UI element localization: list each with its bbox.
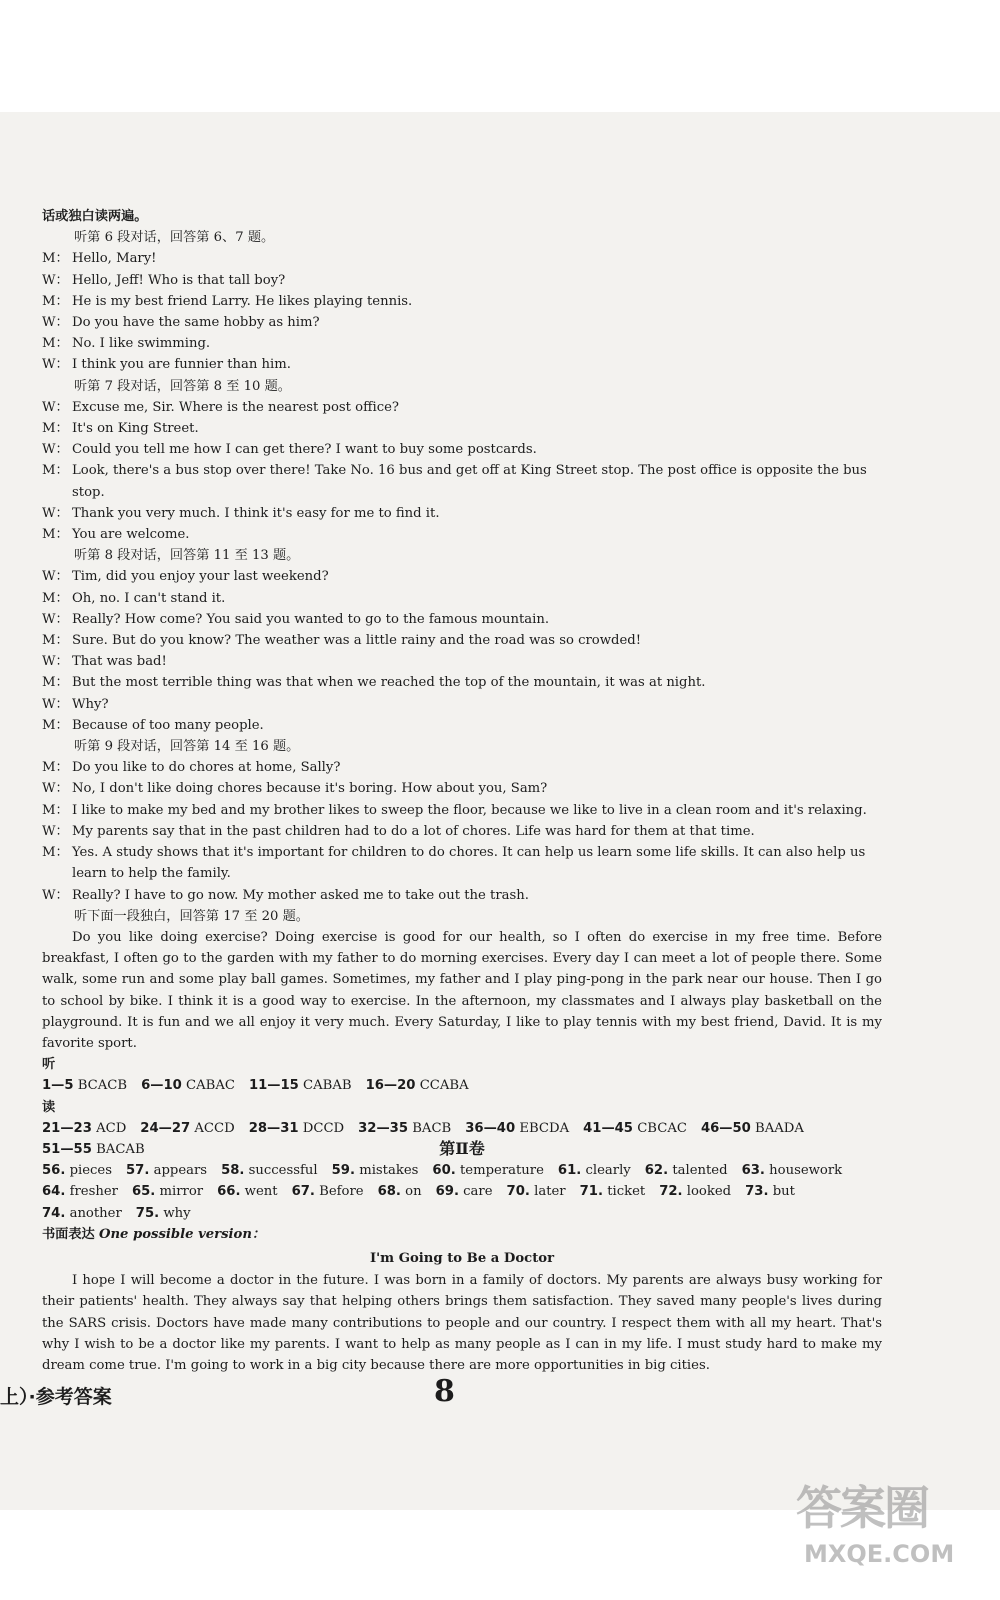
dialogue-line <box>42 821 882 842</box>
answer-range: 1—5 <box>42 1078 74 1094</box>
answer-range: 36—40 <box>465 1120 516 1136</box>
answer-word: another <box>69 1205 122 1221</box>
answer-range: 21—23 <box>42 1120 92 1136</box>
fill-row <box>42 1160 882 1181</box>
question-number: 67. <box>291 1184 315 1200</box>
utterance: Look, there's a bus stop over there! Take No. 16 bus and get off at King Street stop. The post office is opposite the bus stop. <box>72 463 867 500</box>
answer-word: talented <box>672 1163 728 1179</box>
dialogue-sections <box>42 227 882 906</box>
monologue-text: Do you like doing exercise? Doing exercise is good for our health, so I often do exercise in my free time. Before breakfast, I often go to the garden with my father to do morning exercises. Every day I can meet a lot of people there. Some walk, some run and some play ball games. Sometimes, my father and I play ping-pong in the park near our house. Then I go to school by bike. I think it is a good way to exercise. In the afternoon, my classmates and I always play basketball on the playground. It is fun and we all enjoy it very much. Every Saturday, I like to play tennis with my best friend, David. It is my favorite sport. <box>42 929 882 1051</box>
question-number: 73. <box>745 1184 769 1200</box>
section-heading: 听第 9 段对话，回答第 14 至 16 题。 <box>74 739 300 755</box>
speaker: W： <box>42 399 69 415</box>
utterance: Really? How come? You said you wanted to go to the famous mountain. <box>72 611 550 627</box>
scan-top-margin <box>0 0 1000 112</box>
utterance: He is my best friend Larry. He likes playing tennis. <box>72 293 413 309</box>
question-number: 61. <box>557 1163 582 1179</box>
question-number: 60. <box>432 1163 456 1179</box>
utterance: That was bad! <box>72 654 167 670</box>
utterance: Hello, Mary! <box>72 251 157 267</box>
dialogue-line <box>42 800 882 821</box>
fill-row <box>42 1181 882 1202</box>
speaker: M： <box>42 421 69 437</box>
question-number: 71. <box>579 1184 603 1200</box>
question-number: 63. <box>741 1163 765 1179</box>
answer-letters: DCCD <box>302 1120 345 1136</box>
dialogue-line <box>42 333 882 354</box>
listening-answers <box>42 1075 882 1096</box>
listening-label: 听 <box>42 1057 56 1073</box>
answer-letters: ACCD <box>194 1120 235 1136</box>
dialogue-line <box>42 672 882 693</box>
speaker: M： <box>42 590 69 606</box>
utterance: Tim, did you enjoy your last weekend? <box>72 569 329 585</box>
speaker: W： <box>42 442 69 458</box>
dialogue-line <box>42 397 882 418</box>
utterance: I like to make my bed and my brother likes to sweep the floor, because we like to live in a clean room and it's relaxing. <box>72 802 867 818</box>
section-heading: 听第 7 段对话，回答第 8 至 10 题。 <box>74 378 291 394</box>
part2-title: 第Ⅱ卷 <box>439 1138 485 1158</box>
answer-word: mistakes <box>359 1163 419 1179</box>
dialogue-line <box>42 503 882 524</box>
answer-letters: EBCDA <box>519 1120 570 1136</box>
utterance: No. I like swimming. <box>72 336 211 352</box>
speaker: W： <box>42 357 69 373</box>
essay-title: I'm Going to Be a Doctor <box>369 1250 555 1266</box>
question-number: 74. <box>42 1205 66 1221</box>
answer-letters: CABAC <box>186 1078 235 1094</box>
dialogue-line <box>42 715 882 736</box>
utterance: Do you have the same hobby as him? <box>72 315 320 331</box>
answer-word: looked <box>686 1184 732 1200</box>
answer-word: but <box>772 1184 795 1200</box>
utterance: It's on King Street. <box>72 421 199 437</box>
utterance: Thank you very much. I think it's easy for me to find it. <box>72 505 440 521</box>
dialogue-line <box>42 694 882 715</box>
answer-word: pieces <box>69 1163 112 1179</box>
answer-range: 16—20 <box>365 1078 416 1094</box>
utterance: Sure. But do you know? The weather was a little rainy and the road was so crowded! <box>72 633 642 649</box>
writing-heading <box>42 1224 882 1245</box>
dialogue-line <box>42 291 882 312</box>
dialogue-line <box>42 778 882 799</box>
answer-range: 28—31 <box>248 1120 299 1136</box>
answer-word: clearly <box>585 1163 631 1179</box>
utterance: Because of too many people. <box>72 717 264 733</box>
dialogue-line <box>42 630 882 651</box>
question-number: 65. <box>131 1184 156 1200</box>
utterance: Oh, no. I can't stand it. <box>72 590 226 606</box>
answer-letters: BCACB <box>77 1078 128 1094</box>
dialogue-line <box>42 566 882 587</box>
question-number: 72. <box>659 1184 683 1200</box>
question-number: 75. <box>135 1205 160 1221</box>
answer-letters: CCABA <box>419 1078 469 1094</box>
question-number: 59. <box>331 1163 355 1179</box>
section-heading: 听第 6 段对话，回答第 6、7 题。 <box>74 230 275 246</box>
answer-word: mirror <box>159 1184 204 1200</box>
utterance: Really? I have to go now. My mother asked me to take out the trash. <box>72 887 529 903</box>
dialogue-line <box>42 270 882 291</box>
dialogue-line <box>42 439 882 460</box>
dialogue-line <box>42 354 882 375</box>
question-number: 62. <box>644 1163 669 1179</box>
answer-word: on <box>405 1184 422 1200</box>
speaker: M： <box>42 463 69 479</box>
reading-label: 读 <box>42 1099 56 1115</box>
fill-row <box>42 1203 882 1224</box>
section-heading: 听第 8 段对话，回答第 11 至 13 题。 <box>74 548 300 564</box>
dialogue-line <box>42 418 882 439</box>
utterance: Why? <box>72 696 109 712</box>
answer-letters: BAADA <box>755 1120 804 1136</box>
utterance: My parents say that in the past children had to do a lot of chores. Life was hard for them at that time. <box>72 823 755 839</box>
answer-letters: BACAB <box>96 1141 145 1157</box>
answer-letters: BACB <box>412 1120 452 1136</box>
dialogue-line <box>42 842 882 884</box>
dialogue-line <box>42 460 882 502</box>
answer-word: later <box>534 1184 566 1200</box>
dialogue-line <box>42 588 882 609</box>
dialogue-line <box>42 885 882 906</box>
answer-letters: CBCAC <box>637 1120 687 1136</box>
question-number: 66. <box>217 1184 241 1200</box>
dialogue-line <box>42 609 882 630</box>
dialogue-line <box>42 651 882 672</box>
speaker: W： <box>42 315 69 331</box>
answer-letters: CABAB <box>303 1078 352 1094</box>
dialogue-line <box>42 312 882 333</box>
utterance: Yes. A study shows that it's important for children to do chores. It can help us learn some life skills. It can also help us learn to help the family. <box>72 845 866 882</box>
question-number: 58. <box>221 1163 245 1179</box>
watermark-mark: 答案圈 <box>796 1481 928 1535</box>
utterance: No, I don't like doing chores because it's boring. How about you, Sam? <box>72 781 548 797</box>
watermark-url: MXQE.COM <box>804 1540 955 1568</box>
speaker: W： <box>42 272 69 288</box>
speaker: M： <box>42 760 69 776</box>
speaker: W： <box>42 781 69 797</box>
essay-text: I hope I will become a doctor in the future. I was born in a family of doctors. My parents are always busy working for their patients' health. They always say that helping others brings them satisfaction. They saved many people's lives during the SARS crisis. Doctors have made many contributions to people and our country. I respect them with all my heart. That's why I wish to be a doctor like my parents. I want to help as many people as I can in my life. I must study hard to make my dream come true. I'm going to work in a big city because there are more opportunities in big cities. <box>42 1273 882 1373</box>
answer-word: why <box>163 1205 191 1221</box>
answer-range: 32—35 <box>358 1120 409 1136</box>
page-number: 8 <box>434 1374 455 1409</box>
question-number: 69. <box>435 1184 459 1200</box>
dialogue-line <box>42 524 882 545</box>
speaker: W： <box>42 654 69 670</box>
utterance: But the most terrible thing was that when we reached the top of the mountain, it was at night. <box>72 675 706 691</box>
speaker: M： <box>42 717 69 733</box>
speaker: M： <box>42 527 69 543</box>
watermark-logo <box>796 1472 992 1592</box>
footer-label: 上）·参考答案 <box>0 1386 112 1408</box>
question-number: 56. <box>42 1163 66 1179</box>
question-number: 68. <box>377 1184 401 1200</box>
question-number: 70. <box>506 1184 530 1200</box>
answer-word: successful <box>248 1163 318 1179</box>
question-number: 64. <box>42 1184 66 1200</box>
speaker: M： <box>42 633 69 649</box>
speaker: M： <box>42 675 69 691</box>
speaker: W： <box>42 823 69 839</box>
utterance: Could you tell me how I can get there? I want to buy some postcards. <box>72 442 537 458</box>
utterance: I think you are funnier than him. <box>72 357 291 373</box>
dialogue-line <box>42 248 882 269</box>
answer-range: 11—15 <box>248 1078 299 1094</box>
answer-word: ticket <box>607 1184 646 1200</box>
reading-answers <box>42 1118 882 1139</box>
dialogue-line <box>42 757 882 778</box>
question-number: 57. <box>126 1163 150 1179</box>
speaker: W： <box>42 887 69 903</box>
answer-key-content <box>42 206 882 1376</box>
speaker: W： <box>42 505 69 521</box>
speaker: W： <box>42 611 69 627</box>
utterance: You are welcome. <box>72 527 190 543</box>
speaker: W： <box>42 569 69 585</box>
answer-word: appears <box>153 1163 208 1179</box>
speaker: M： <box>42 293 69 309</box>
answer-word: Before <box>319 1184 364 1200</box>
answer-word: housework <box>769 1163 843 1179</box>
utterance: Do you like to do chores at home, Sally? <box>72 760 341 776</box>
answer-range: 51—55 <box>42 1141 92 1157</box>
writing-version: One possible version： <box>98 1226 266 1242</box>
answer-letters: ACD <box>96 1120 127 1136</box>
answer-word: care <box>463 1184 493 1200</box>
answer-range: 24—27 <box>140 1120 191 1136</box>
answer-range: 46—50 <box>700 1120 751 1136</box>
speaker: W： <box>42 696 69 712</box>
answer-word: fresher <box>69 1184 118 1200</box>
answer-range: 41—45 <box>583 1120 633 1136</box>
utterance: Excuse me, Sir. Where is the nearest post office? <box>72 399 399 415</box>
speaker: M： <box>42 845 69 861</box>
answer-range: 6—10 <box>141 1078 182 1094</box>
answer-word: went <box>244 1184 278 1200</box>
writing-label: 书面表达 <box>42 1226 95 1242</box>
speaker: M： <box>42 336 69 352</box>
answer-word: temperature <box>459 1163 544 1179</box>
fill-in-answers <box>42 1160 882 1224</box>
intro-line: 话或独白读两遍。 <box>42 209 148 224</box>
speaker: M： <box>42 251 69 267</box>
utterance: Hello, Jeff! Who is that tall boy? <box>72 272 286 288</box>
monologue-heading: 听下面一段独白，回答第 17 至 20 题。 <box>74 908 309 924</box>
speaker: M： <box>42 802 69 818</box>
